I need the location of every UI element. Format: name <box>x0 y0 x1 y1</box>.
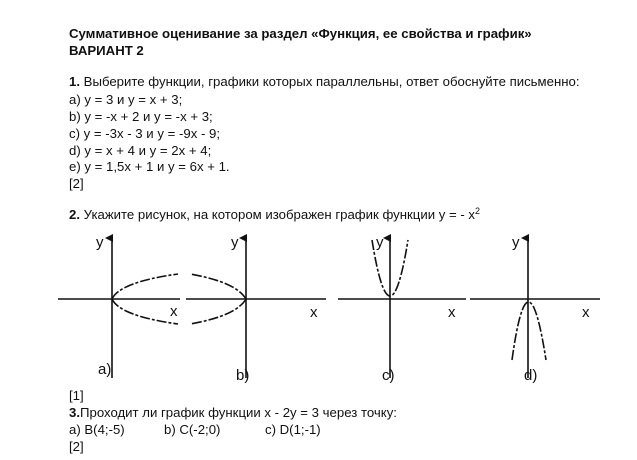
question-1-text: Выберите функции, графики которых параллельны, ответ обоснуйте письменно: <box>83 74 580 89</box>
graph-a-curve-lower <box>112 299 178 324</box>
graph-d-parabola <box>512 302 546 360</box>
question-3-number: 3. <box>69 405 80 420</box>
q1-option-b: b) y = -x + 2 и y = -x + 3; <box>69 109 213 124</box>
graph-a-curve-upper <box>112 274 178 299</box>
question-2 <box>69 207 480 223</box>
graph-a[interactable] <box>58 234 180 378</box>
q1-option-d: d) y = x + 4 и y = 2x + 4; <box>69 143 212 158</box>
worksheet-title: Суммативное оценивание за раздел «Функция, ее свойства и график» <box>69 26 532 41</box>
question-2-exponent: 2 <box>475 206 481 216</box>
graph-d-x-label: x <box>582 304 590 321</box>
graph-d[interactable] <box>470 234 600 384</box>
graph-a-y-label: y <box>96 234 104 251</box>
graph-c-label: c) <box>382 367 395 384</box>
graph-c[interactable] <box>338 234 466 384</box>
q1-option-e: e) y = 1,5x + 1 и y = 6x + 1. <box>69 159 230 174</box>
graph-b-x-label: x <box>310 304 318 321</box>
graph-c-y-label: y <box>376 234 384 251</box>
graph-b-label: b) <box>236 367 250 384</box>
q2-score: [1] <box>69 388 84 403</box>
q3-score: [2] <box>69 439 84 454</box>
question-3-text: Проходит ли график функции x - 2y = 3 через точку: <box>80 405 397 420</box>
question-1 <box>69 74 580 90</box>
q1-score: [2] <box>69 176 84 191</box>
graph-d-label: d) <box>524 367 538 384</box>
q1-option-c: c) y = -3x - 3 и y = -9x - 9; <box>69 126 220 141</box>
question-1-number: 1. <box>69 74 80 89</box>
graph-b-y-label: y <box>231 234 239 251</box>
q1-option-a: a) y = 3 и y = x + 3; <box>69 92 183 107</box>
graph-options <box>0 228 637 398</box>
graph-a-label: a) <box>98 361 112 378</box>
graph-b-curve-lower <box>190 299 246 324</box>
variant-label: ВАРИАНТ 2 <box>69 43 144 58</box>
graph-a-x-label: x <box>170 303 178 320</box>
question-2-text: Укажите рисунок, на котором изображен график функции y = - x <box>83 207 476 222</box>
q3-option-a: a) B(4;-5) <box>69 422 125 437</box>
graph-b[interactable] <box>186 234 326 384</box>
graph-b-curve-upper <box>190 274 246 299</box>
graph-d-y-label: y <box>512 234 520 251</box>
graph-c-x-label: x <box>448 304 456 321</box>
q3-option-b: b) C(-2;0) <box>164 422 221 437</box>
question-3 <box>69 405 397 421</box>
question-2-number: 2. <box>69 207 80 222</box>
q3-option-c: c) D(1;-1) <box>265 422 321 437</box>
